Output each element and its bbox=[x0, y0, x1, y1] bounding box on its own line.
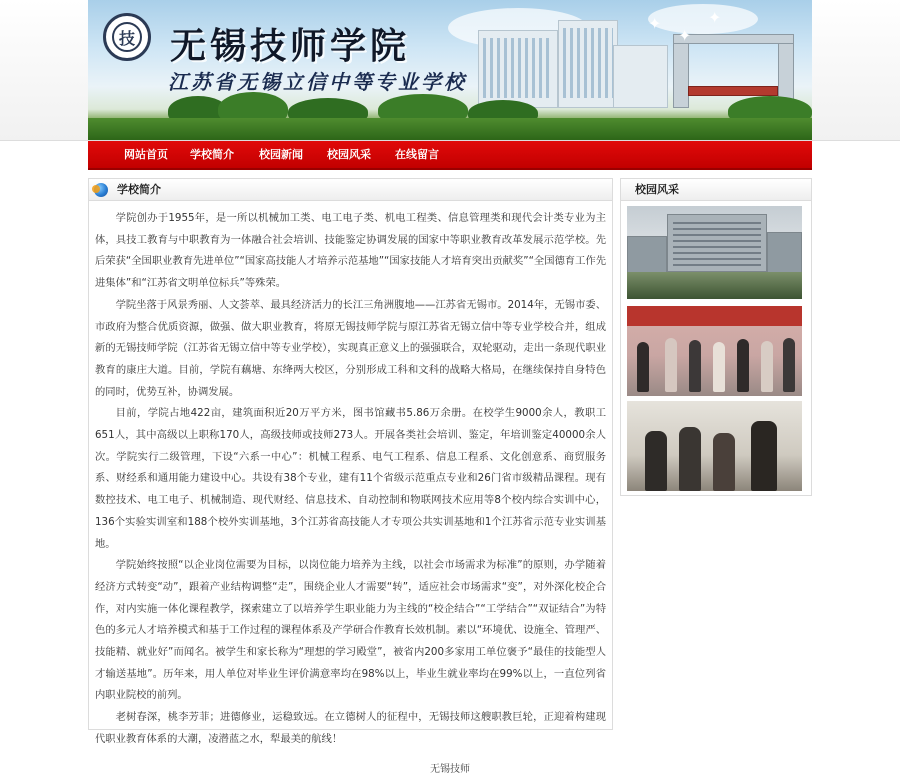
dove-decoration: ✦ bbox=[648, 14, 662, 33]
article-paragraph: 目前，学院占地422亩，建筑面积近20万平方米，图书馆藏书5.86万余册。在校学生9000余人，教职工651人，其中高级以上职称170人，高级技师或技师273人。开展各类社会培训、鉴定，年培训鉴定40000余人次。学院实行二级管理，下设“六系一中心”：机械工程系、电气工程系、信息工程系、文化创意系、商贸服务系、财经系和通用能力建设中心。共设有38个专业，建有11个省级示范重点专业和26门省市级精品课程。现有数控技术、电工电子、机械制造、现代财经、信息技术、自动控制和物联网技术应用等8个校内综合实训中心，136个实验实训室和188个校外实训基地，3个江苏省高技能人才专项公共实训基地和1个江苏省示范专业实训基地。 bbox=[95, 407, 606, 550]
article-paragraph: 学院坐落于风景秀丽、人文荟萃、最具经济活力的长江三角洲腹地——江苏省无锡市。2014年，无锡市委、市政府为整合优质资源，做强、做大职业教育，将原无锡技师学院与原江苏省无锡立信中等专业学校合并，组成新的无锡技师学院（江苏省无锡立信中等专业学校），实现真正意义上的强强联合，双轮驱动，走出一条现代职业教育的康庄大道。目前，学院有藕塘、东绛两大校区，分别形成工科和文科的战略大格局，在继续保持自身特色的同时，优势互补，协调发展。 bbox=[95, 298, 606, 398]
gallery-section-title: 校园风采 bbox=[635, 183, 679, 196]
dove-decoration: ✦ bbox=[708, 8, 722, 27]
window-decoration bbox=[563, 28, 613, 98]
person-figure bbox=[645, 431, 667, 491]
person-figure bbox=[679, 427, 701, 491]
person-figure bbox=[665, 338, 677, 392]
lawn-shape bbox=[627, 272, 802, 299]
nav-item-home[interactable]: 网站首页 bbox=[124, 148, 168, 161]
article-paragraph: 学院创办于1955年，是一所以机械加工类、电工电子类、机电工程类、信息管理类和现代会计类专业为主体，具技工教育与中职教育为一体融合社会培训、技能鉴定协调发展的国家中等职业教育改革发展示范学校。先后荣获“全国职业教育先进单位”“国家高技能人才培养示范基地”“国家技能人才培育突出贡献奖”“全国德育工作先进集体”和“江苏省文明单位标兵”等殊荣。 bbox=[95, 212, 606, 290]
about-section bbox=[88, 178, 613, 745]
window-rows bbox=[673, 220, 761, 266]
cloud-decoration bbox=[648, 4, 758, 34]
person-figure bbox=[637, 342, 649, 392]
campus-building-photo[interactable] bbox=[627, 206, 802, 299]
person-figure bbox=[713, 433, 735, 491]
grass-decoration bbox=[88, 118, 812, 140]
gallery-section bbox=[620, 178, 812, 496]
school-name-title: 无锡技师学院 bbox=[170, 25, 411, 67]
school-seal-icon bbox=[103, 13, 151, 61]
person-figure bbox=[737, 339, 749, 392]
person-figure bbox=[751, 421, 777, 491]
award-ceremony-photo[interactable] bbox=[627, 306, 802, 396]
gate-sign bbox=[688, 86, 778, 96]
header-banner bbox=[88, 0, 812, 140]
nav-item-gallery[interactable]: 校园风采 bbox=[327, 148, 371, 161]
about-section-header bbox=[89, 179, 612, 201]
nav-item-news[interactable]: 校园新闻 bbox=[259, 148, 303, 161]
building-shape bbox=[627, 236, 667, 276]
nav-item-message[interactable]: 在线留言 bbox=[395, 148, 439, 161]
dove-decoration: ✦ bbox=[678, 26, 692, 45]
person-figure bbox=[761, 341, 773, 392]
school-name-subtitle: 江苏省无锡立信中等专业学校 bbox=[168, 70, 467, 94]
building-shape bbox=[767, 232, 802, 276]
gate-pillar bbox=[673, 36, 689, 108]
article-paragraph: 学院始终按照“以企业岗位需要为目标，以岗位能力培养为主线，以社会市场需求为标准”的原则，办学随着经济方式转变“动”，跟着产业结构调整“走”，围绕企业人才需要“转”，适应社会市场需求“变”，对外深化校企合作，对内实施一体化课程教学，探索建立了以培养学生职业能力为主线的“校企结合”“工学结合”“双证结合”为特色的多元人才培养模式和基于工作过程的课程体系及产学研合作教育长效机制。素以“环境优、设施全、管理严、技能精、就业好”而闻名。被学生和家长称为“理想的学习殿堂”，被省内200多家用工单位褒予“最佳的技能型人才输送基地”。历年来，用人单位对毕业生评价满意率均在98%以上，毕业生就业率均在99%以上，一直位列省内职业院校的前列。 bbox=[95, 559, 606, 702]
building-decoration bbox=[613, 45, 668, 108]
visit-photo[interactable] bbox=[627, 401, 802, 491]
gallery-section-header bbox=[621, 179, 811, 201]
person-figure bbox=[689, 340, 701, 392]
about-article bbox=[89, 201, 612, 751]
about-section-title: 学校简介 bbox=[117, 183, 161, 196]
globe-icon bbox=[94, 183, 108, 197]
seal-glyph: 技 bbox=[112, 22, 142, 52]
page-footer: 无锡技师 bbox=[430, 764, 470, 775]
window-decoration bbox=[483, 38, 553, 98]
article-paragraph: 老树春深，桃李芳菲；进德修业，运稳致远。在立德树人的征程中，无锡技师这艘职教巨轮，正迎着构建现代职业教育体系的大潮，凌潜蓝之水，犁最美的航线！ bbox=[95, 711, 606, 745]
main-navigation bbox=[88, 141, 812, 170]
person-figure bbox=[713, 342, 725, 392]
stage-banner bbox=[627, 306, 802, 326]
person-figure bbox=[783, 338, 795, 392]
nav-item-about[interactable]: 学校简介 bbox=[190, 148, 234, 161]
